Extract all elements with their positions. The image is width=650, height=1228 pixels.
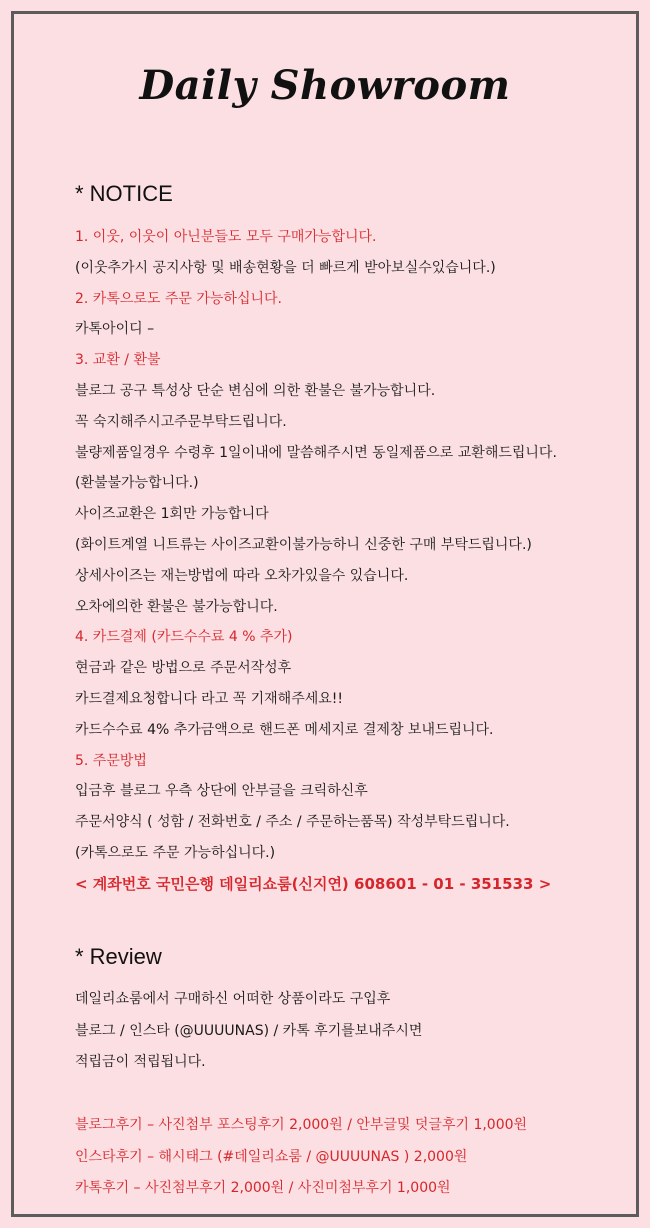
highlight-line: 블로그후기 – 사진첨부 포스팅후기 2,000원 / 안부글및 덧글후기 1,000원 <box>75 1117 528 1133</box>
text-line: (카톡으로도 주문 가능하십니다.) <box>75 844 276 861</box>
text-line: 카드결제요청합니다 라고 꼭 기재해주세요!! <box>75 690 344 707</box>
text-line: 입금후 블로그 우측 상단에 안부글을 크릭하신후 <box>75 783 368 800</box>
text-line: (이웃추가시 공지사항 및 배송현황을 더 빠르게 받아보실수있습니다.) <box>75 259 496 276</box>
notice-lines <box>75 222 615 900</box>
text-line: 데일리쇼룸에서 구매하신 어떠한 상품이라도 구입후 <box>75 991 391 1007</box>
text-line: 주문서양식 ( 성함 / 전화번호 / 주소 / 주문하는품목) 작성부탁드립니다. <box>75 814 510 831</box>
text-line: 꼭 숙지해주시고주문부탁드립니다. <box>75 413 287 430</box>
highlight-line: 5. 주문방법 <box>75 752 147 769</box>
text-line: 블로그 / 인스타 (@UUUUNAS) / 카톡 후기를보내주시면 <box>75 1022 423 1039</box>
highlight-line: 3. 교환 / 환불 <box>75 352 161 369</box>
highlight-line: 인스타후기 – 해시태그 (#데일리쇼룸 / @UUUUNAS ) 2,000원 <box>75 1148 468 1165</box>
text-line: (환불불가능합니다.) <box>75 475 199 492</box>
text-line: (화이트계열 니트류는 사이즈교환이불가능하니 신중한 구매 부탁드립니다.) <box>75 536 532 553</box>
text-line: 상세사이즈는 재는방법에 따라 오차가있을수 있습니다. <box>75 567 409 584</box>
review-lines <box>75 984 615 1205</box>
highlight-line: 2. 카톡으로도 주문 가능하십니다. <box>75 290 282 307</box>
notice-heading: * NOTICE <box>75 181 173 206</box>
bank-account-line: < 계좌번호 국민은행 데일리쇼룸(신지연) 608601 - 01 - 351533 > <box>75 874 552 893</box>
review-heading: * Review <box>75 944 162 969</box>
text-line: 카톡아이디 – <box>75 321 155 338</box>
text-line: 불량제품일경우 수령후 1일이내에 말씀해주시면 동일제품으로 교환해드립니다. <box>75 444 557 461</box>
page-title: Daily Showroom <box>139 62 511 109</box>
highlight-line: 1. 이웃, 이웃이 아닌분들도 모두 구매가능합니다. <box>75 229 377 245</box>
text-line <box>75 1079 615 1111</box>
text-line: 카드수수료 4% 추가금액으로 핸드폰 메세지로 결제창 보내드립니다. <box>75 721 494 738</box>
text-line: 현금과 같은 방법으로 주문서작성후 <box>75 660 292 677</box>
text-line: 사이즈교환은 1회만 가능합니다 <box>75 506 269 523</box>
highlight-line: 4. 카드결제 (카드수수료 4 % 추가) <box>75 629 293 646</box>
text-line: 오차에의한 환불은 불가능합니다. <box>75 598 278 615</box>
highlight-line: 카톡후기 – 사진첨부후기 2,000원 / 사진미첨부후기 1,000원 <box>75 1180 451 1196</box>
text-line: 블로그 공구 특성상 단순 변심에 의한 환불은 불가능합니다. <box>75 382 436 399</box>
text-line: 적립금이 적립됩니다. <box>75 1054 206 1070</box>
